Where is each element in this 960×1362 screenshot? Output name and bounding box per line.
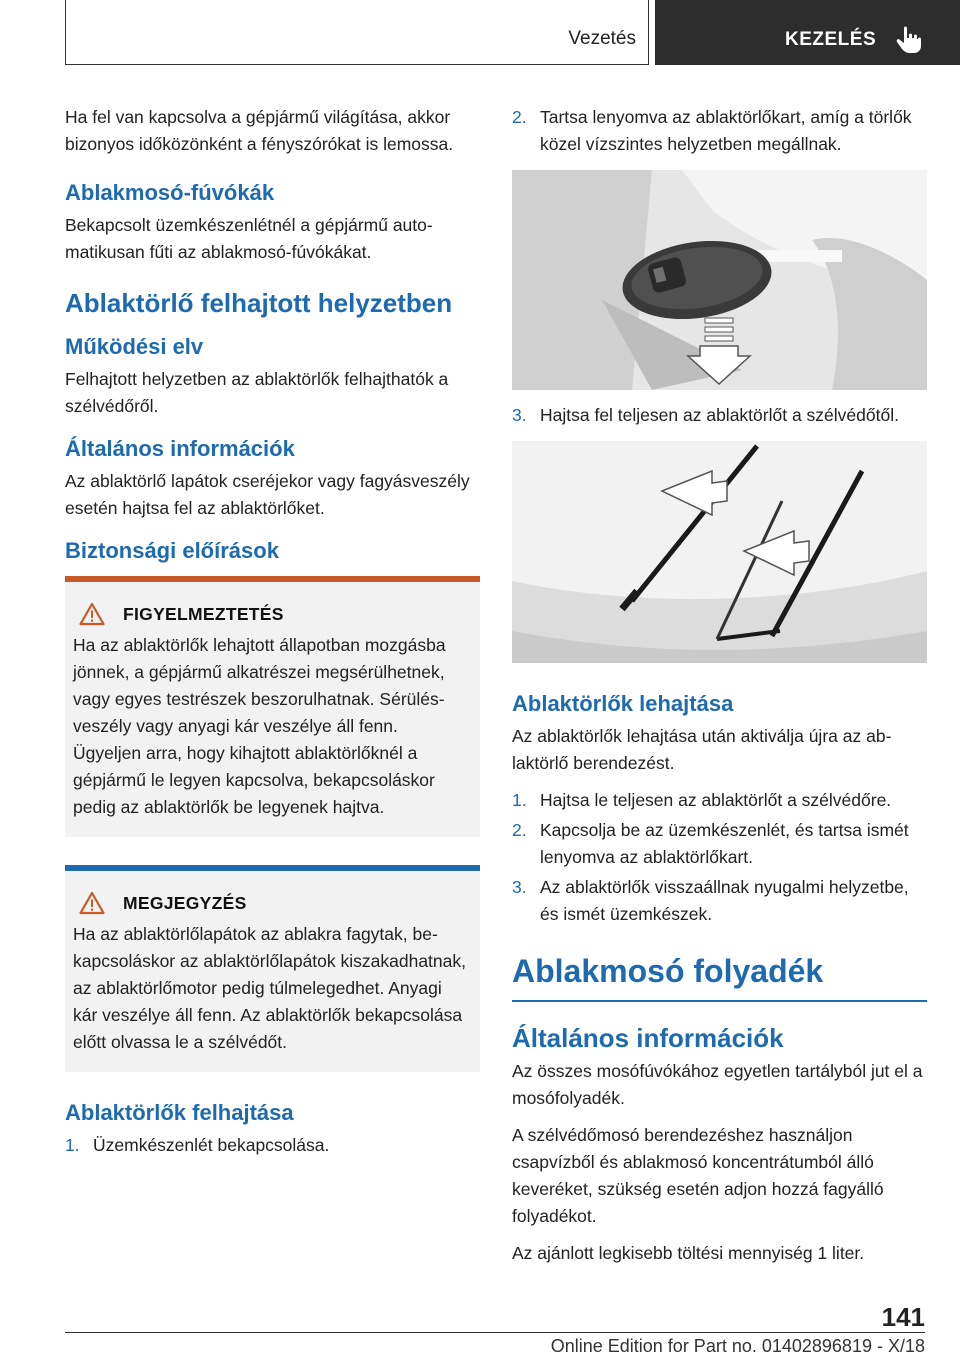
header-section-title: Vezetés [568,28,636,49]
warning-box [65,576,480,837]
wiper-raise-illustration [512,441,927,663]
warning-triangle-icon [79,602,105,626]
fold-down-heading: Ablaktörlők lehajtása [512,691,734,716]
step-number: 3. [512,877,527,897]
step-text: Kapcsolja be az üzemkészenlét, és tartsa ismét lenyomva az ablaktörlőkart. [540,820,909,867]
step-number: 3. [512,405,527,425]
upright-heading: Ablaktörlő felhajtott helyzetben [65,288,453,318]
nozzles-heading: Ablakmosó-fúvókák [65,180,275,205]
warning-text: Ha az ablaktörlők lehajtott állapotban mozgásba jönnek, a gépjármű alkatrészei megsérülhetnek, vagy egyes testrészek beszorulhatnak. Sérülésveszély vagy anyagi kár veszélye áll fenn. Ügyeljen arra, hogy kihajtott ablaktörlőknél a gépjármű le legyen kapcsolva, bekapcsoláskor pedig az ablaktörlők be legyenek hajtva. [73,635,446,817]
step-text: Tartsa lenyomva az ablaktörlőkart, amíg a törlők közel vízszintes helyzetben megállnak. [540,107,912,154]
hand-pointer-icon [895,24,923,54]
wiper-lever-illustration [512,170,927,390]
header-chapter-tab [655,0,960,65]
fold-up-heading: Ablaktörlők felhajtása [65,1100,294,1125]
principle-paragraph: Felhajtott helyzetben az ablaktörlők felhajthatók a szélvédőről. [65,369,449,416]
list-item [512,817,927,871]
fluid-paragraph-1: Az összes mosófúvókához egyetlen tartályból jut el a mosófolyadék. [512,1061,923,1108]
left-column [65,104,480,1165]
warning-title: FIGYELMEZTETÉS [123,603,284,624]
list-item [65,1132,480,1159]
list-item [512,874,927,928]
footer-divider [65,1332,925,1333]
note-text: Ha az ablaktörlőlapátok az ablakra fagytak, bekapcsoláskor az ablaktörlőlapátok kiszakadhatnak, az ablaktörlőmotor pedig túlmelegedhet. Anyagi kár veszélye áll fenn. Az ablaktörlők bekapcsolása előtt olvassa le a szélvédőt. [73,924,466,1052]
fluid-paragraph-2: A szélvédőmosó berendezéshez használjon csapvízből és ablakmosó koncentrátumból álló keveréket, szükség esetén adjon hozzá fagyálló folyadékot. [512,1125,884,1226]
intro-paragraph: Ha fel van kapcsolva a gépjármű világítása, akkor bizonyos időközönként a fényszórókat is lemossa. [65,107,454,154]
step-number: 1. [65,1135,80,1155]
step-number: 2. [512,107,527,127]
warning-triangle-icon [79,891,105,915]
nozzles-paragraph: Bekapcsolt üzemkészenlétnél a gépjármű automatikusan fűti az ablakmosó-fúvókákat. [65,215,433,262]
fluid-paragraph-3: Az ajánlott legkisebb töltési mennyiség 1 liter. [512,1243,865,1263]
fold-down-paragraph: Az ablaktörlők lehajtása után aktiválja újra az ablaktörlő berendezést. [512,726,892,773]
step-text: Az ablaktörlők visszaállnak nyugalmi helyzetbe, és ismét üzemkészek. [540,877,909,924]
general-paragraph: Az ablaktörlő lapátok cseréjekor vagy fagyásveszély esetén hajtsa fel az ablaktörlőket. [65,471,470,518]
note-title: MEGJEGYZÉS [123,892,247,913]
fluid-general-heading: Általános információk [512,1023,784,1053]
step-number: 1. [512,790,527,810]
header-chapter-title: KEZELÉS [785,29,877,50]
safety-heading: Biztonsági előírások [65,538,279,563]
list-item [512,104,927,158]
note-box [65,865,480,1072]
step-text: Hajtsa le teljesen az ablaktörlőt a szélvédőre. [540,790,892,810]
right-column [512,104,927,1277]
principle-heading: Működési elv [65,334,204,359]
step-text: Üzemkészenlét bekapcsolása. [93,1135,330,1155]
step-number: 2. [512,820,527,840]
list-item [512,787,927,814]
page-number: 141 [881,1302,925,1332]
fluid-chapter-heading: Ablakmosó folyadék [512,950,927,1002]
step-text: Hajtsa fel teljesen az ablaktörlőt a szélvédőtől. [540,405,899,425]
general-heading: Általános információk [65,436,295,461]
fold-up-steps-right [512,104,927,158]
fold-down-steps [512,787,927,928]
list-item [512,402,927,429]
fold-up-steps-left [65,1132,480,1159]
footer-edition: Online Edition for Part no. 01402896819 - X/18 [550,1336,925,1356]
header-section-tab [65,0,649,65]
fold-up-steps-right-cont [512,402,927,429]
